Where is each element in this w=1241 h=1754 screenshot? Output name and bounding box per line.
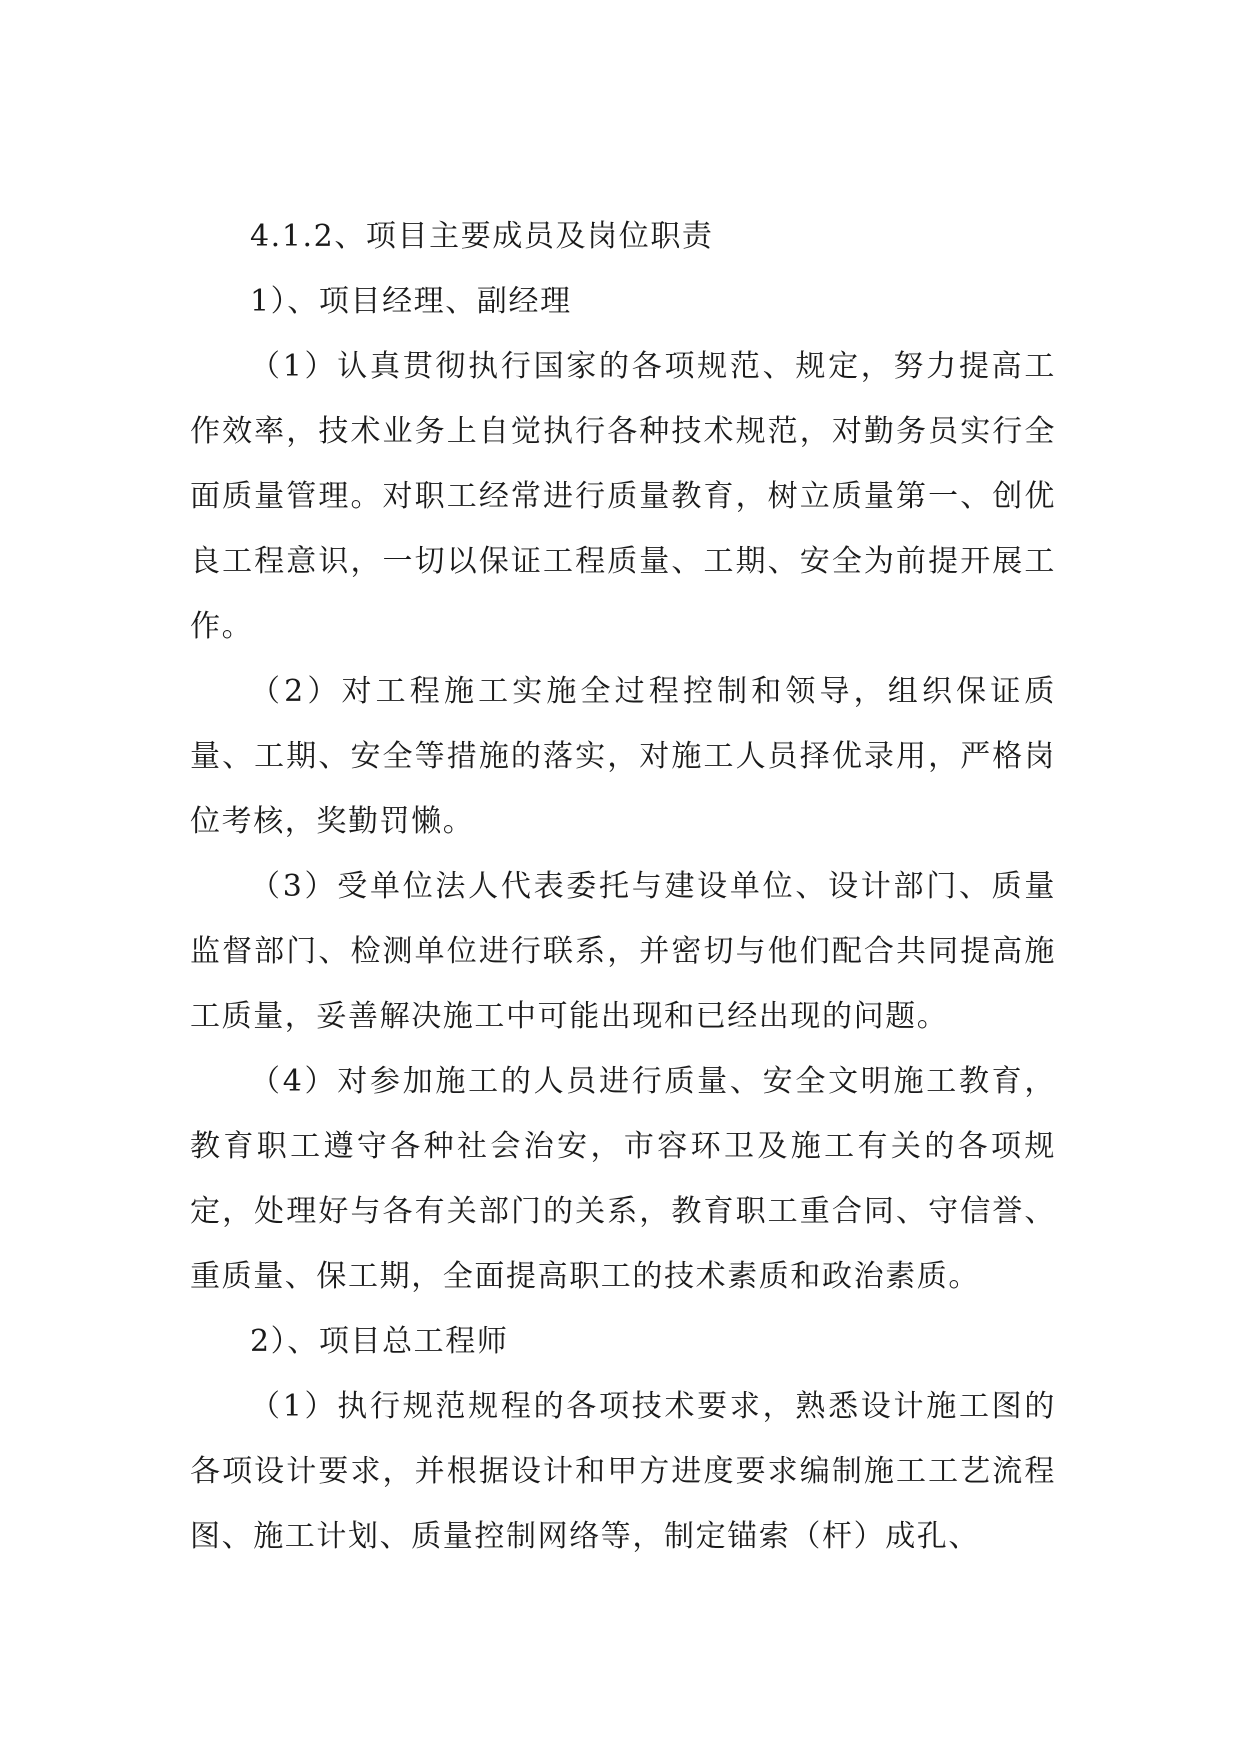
subsection-heading: 1）、项目经理、副经理	[250, 284, 572, 319]
section-heading: 4.1.2、项目主要成员及岗位职责	[250, 219, 714, 254]
paragraph: （2）对工程施工实施全过程控制和领导，组织保证质量、工期、安全等措施的落实，对施工人员择优录用，严格岗位考核，奖勤罚懒。	[190, 674, 1056, 839]
paragraph: （4）对参加施工的人员进行质量、安全文明施工教育，教育职工遵守各种社会治安，市容环卫及施工有关的各项规定，处理好与各有关部门的关系，教育职工重合同、守信誉、重质量、保工期，全面提高职工的技术素质和政治素质。	[190, 1064, 1056, 1294]
paragraph: （3）受单位法人代表委托与建设单位、设计部门、质量监督部门、检测单位进行联系，并密切与他们配合共同提高施工质量，妥善解决施工中可能出现和已经出现的问题。	[190, 869, 1056, 1034]
document-body	[190, 204, 1056, 1569]
paragraph: （1）认真贯彻执行国家的各项规范、规定，努力提高工作效率，技术业务上自觉执行各种技术规范，对勤务员实行全面质量管理。对职工经常进行质量教育，树立质量第一、创优良工程意识，一切以保证工程质量、工期、安全为前提开展工作。	[190, 349, 1056, 644]
subsection-heading: 2）、项目总工程师	[250, 1324, 509, 1359]
paragraph: （1）执行规范规程的各项技术要求，熟悉设计施工图的各项设计要求，并根据设计和甲方进度要求编制施工工艺流程图、施工计划、质量控制网络等，制定锚索（杆）成孔、	[190, 1389, 1056, 1554]
